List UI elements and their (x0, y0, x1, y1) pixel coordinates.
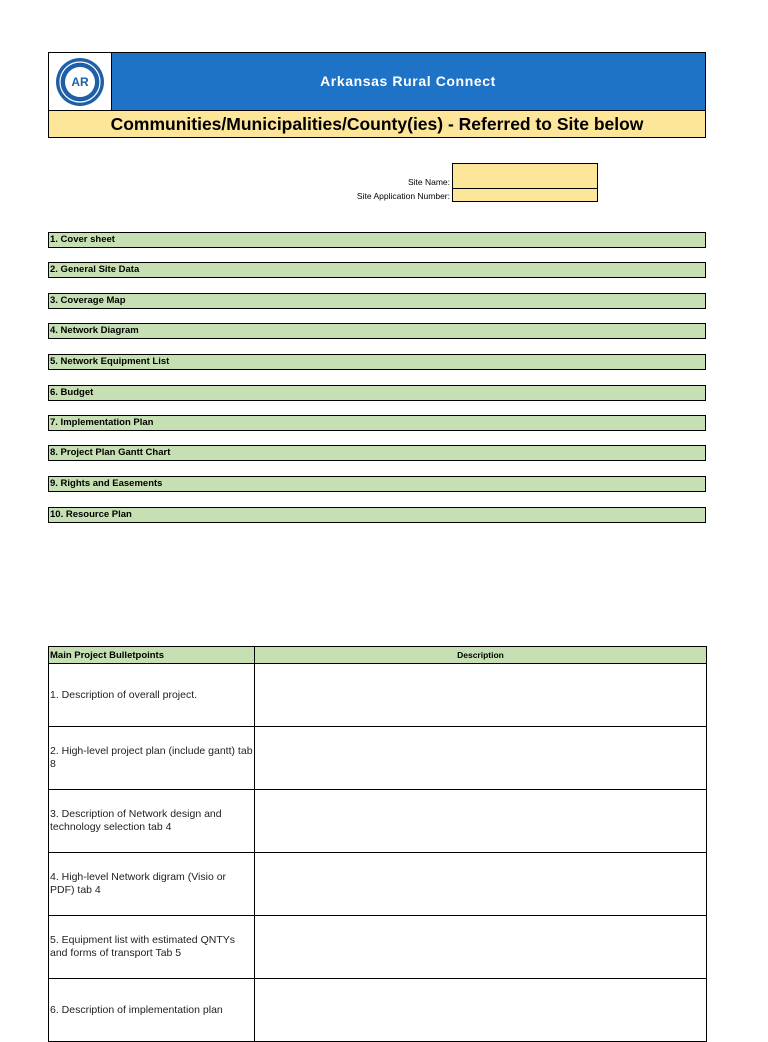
svg-text:AR: AR (71, 75, 89, 89)
description-cell[interactable] (255, 853, 707, 916)
description-cell[interactable] (255, 727, 707, 790)
description-cell[interactable] (255, 979, 707, 1042)
tab-network-diagram[interactable]: 4. Network Diagram (48, 323, 706, 339)
site-name-field[interactable] (452, 163, 598, 189)
bulletpoint-cell: 1. Description of overall project. (49, 664, 255, 727)
bulletpoint-cell: 6. Description of implementation plan (49, 979, 255, 1042)
tab-resource-plan[interactable]: 10. Resource Plan (48, 507, 706, 523)
table-row (49, 727, 707, 790)
column-header-bulletpoints: Main Project Bulletpoints (49, 647, 255, 664)
table-row (49, 664, 707, 727)
bulletpoint-cell: 3. Description of Network design and technology selection tab 4 (49, 790, 255, 853)
bulletpoint-cell: 5. Equipment list with estimated QNTYs and forms of transport Tab 5 (49, 916, 255, 979)
tab-budget[interactable]: 6. Budget (48, 385, 706, 401)
tab-implementation-plan[interactable]: 7. Implementation Plan (48, 415, 706, 431)
tab-coverage-map[interactable]: 3. Coverage Map (48, 293, 706, 309)
description-cell[interactable] (255, 916, 707, 979)
table-row (49, 790, 707, 853)
tab-general-site-data[interactable]: 2. General Site Data (48, 262, 706, 278)
site-application-number-label: Site Application Number: (356, 191, 450, 201)
tab-project-plan-gantt-chart[interactable]: 8. Project Plan Gantt Chart (48, 445, 706, 461)
tab-cover-sheet[interactable]: 1. Cover sheet (48, 232, 706, 248)
header-banner (48, 52, 706, 138)
bulletpoints-table (48, 646, 707, 1042)
app-title: Arkansas Rural Connect (320, 73, 496, 89)
description-cell[interactable] (255, 790, 707, 853)
bulletpoint-cell: 2. High-level project plan (include gantt) tab 8 (49, 727, 255, 790)
site-application-number-field[interactable] (452, 188, 598, 202)
logo (49, 53, 112, 110)
tab-network-equipment-list[interactable]: 5. Network Equipment List (48, 354, 706, 370)
bulletpoint-cell: 4. High-level Network digram (Visio or PDF) tab 4 (49, 853, 255, 916)
table-row (49, 979, 707, 1042)
site-name-label: Site Name: (407, 177, 450, 187)
header-top-bar (49, 53, 705, 111)
table-row (49, 853, 707, 916)
tab-rights-and-easements[interactable]: 9. Rights and Easements (48, 476, 706, 492)
table-header-row (49, 647, 707, 664)
page-subtitle: Communities/Municipalities/County(ies) - Referred to Site below (49, 111, 705, 137)
table-row (49, 916, 707, 979)
arkansas-seal-icon (55, 57, 105, 107)
description-cell[interactable] (255, 664, 707, 727)
column-header-description: Description (255, 647, 707, 664)
